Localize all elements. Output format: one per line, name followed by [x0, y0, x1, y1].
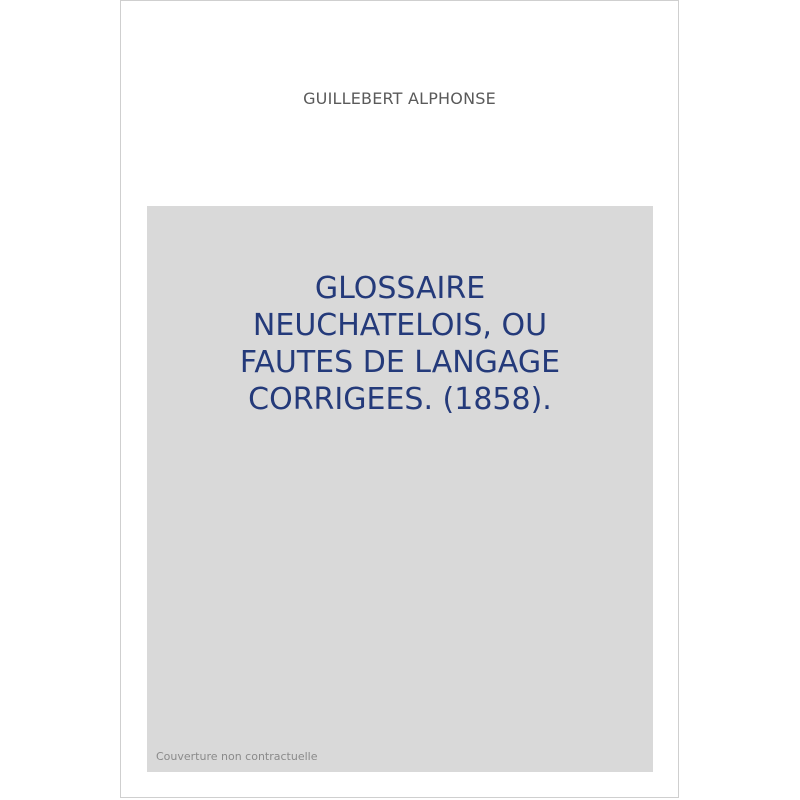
book-title: GLOSSAIRE NEUCHATELOIS, OU FAUTES DE LANGAGE CORRIGEES. (1858). — [239, 271, 561, 417]
author-name: GUILLEBERT ALPHONSE — [303, 89, 496, 108]
cover-disclaimer: Couverture non contractuelle — [156, 750, 318, 763]
title-panel — [147, 206, 653, 772]
